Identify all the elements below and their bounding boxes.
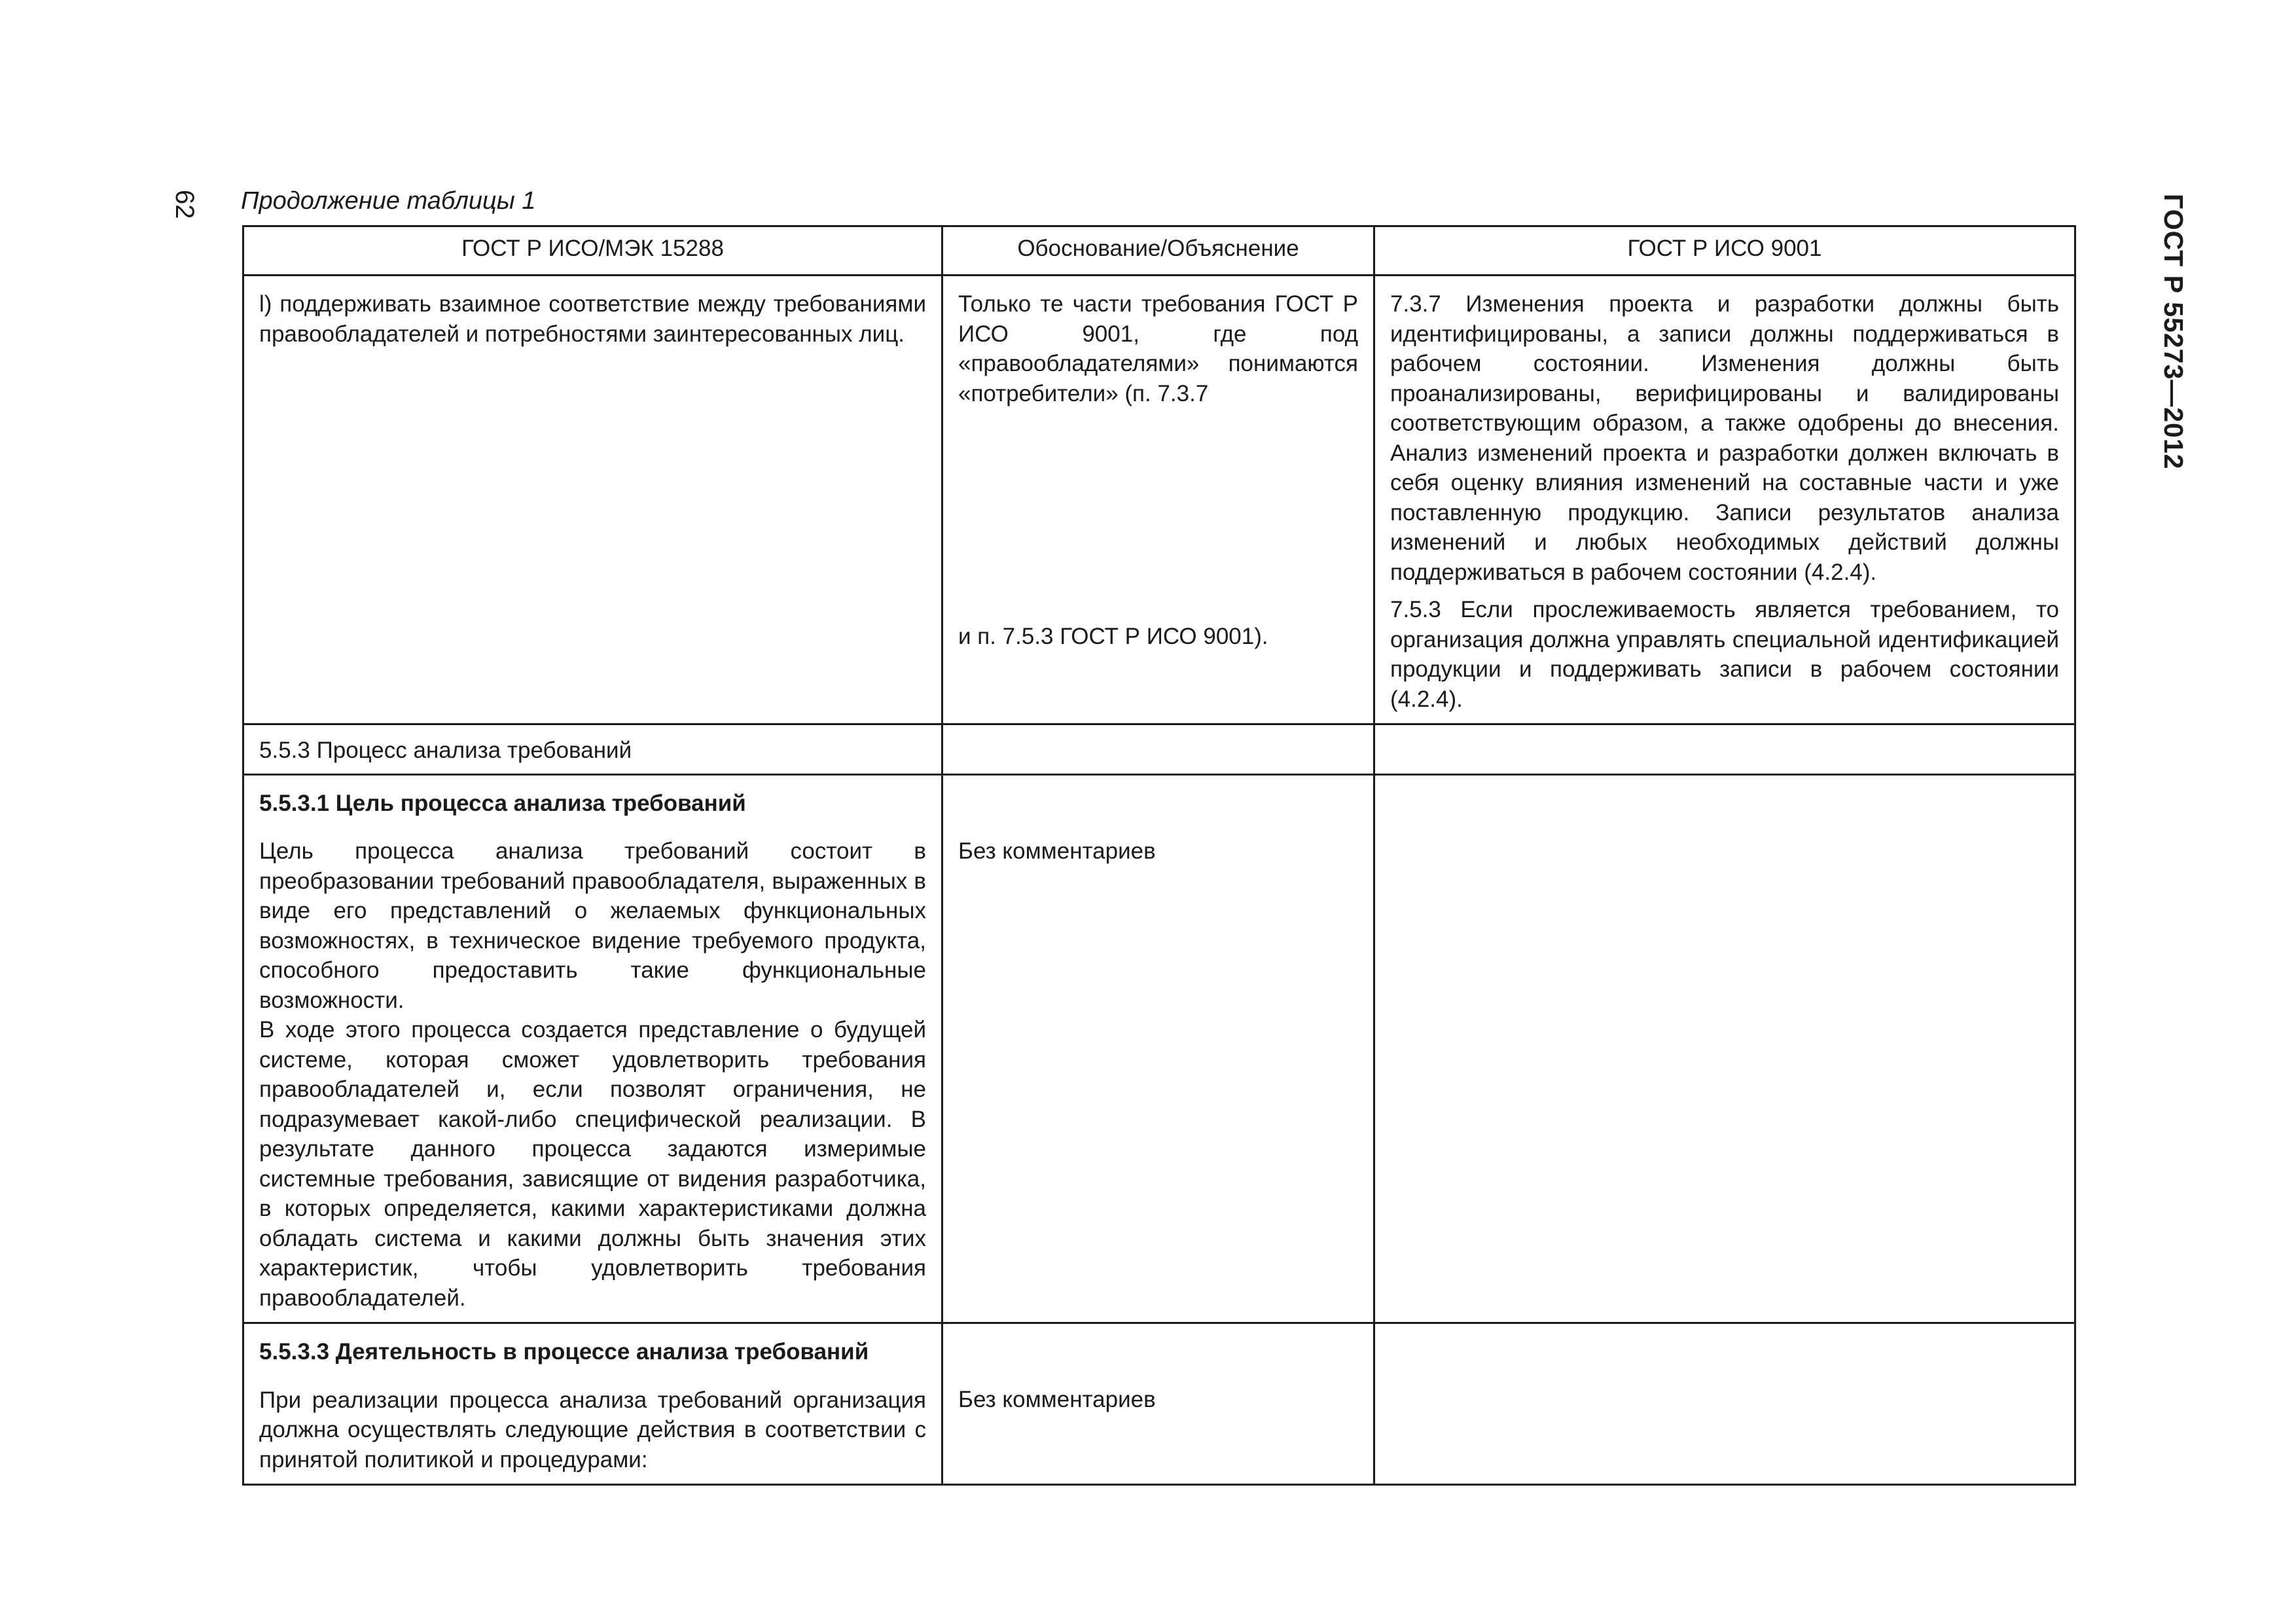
row4-col3 — [1374, 1323, 2075, 1485]
header-justification: Обоснование/Объяснение — [942, 226, 1374, 276]
row3-col2 — [942, 774, 1374, 1323]
row1-col2-text-b: и п. 7.5.3 ГОСТ Р ИСО 9001). — [958, 624, 1268, 649]
row3-paragraph-2: В ходе этого процесса создается представление о будущей системе, которая сможет удовлетворить требования правообладателей и, если позволят ограничения, не подразумевает какой-либо специфической реализации. В результате данного процесса задаются измеримые системные требования, зависящие от видения разработчика, в которых определяется, какими характеристиками должна обладать система и какими должны быть значения этих характеристик, чтобы удовлетворить требования правообладателей. — [259, 1017, 926, 1311]
row3-comment: Без комментариев — [958, 838, 1156, 864]
row4-paragraph-1: При реализации процесса анализа требований организация должна осуществлять следующие действия в соответствии с принятой политикой и процедурами: — [259, 1387, 926, 1472]
row4-comment: Без комментариев — [958, 1387, 1156, 1412]
row4-col1 — [243, 1323, 942, 1485]
table-row — [243, 276, 2075, 724]
row2-col2 — [942, 724, 1374, 775]
section-heading-5-5-3: 5.5.3 Процесс анализа требований — [243, 724, 942, 775]
row1-col2-text-a: Только те части требования ГОСТ Р ИСО 9001, где под «правообладателями» понимаются «потребители» (п. 7.3.7 — [958, 291, 1358, 406]
row4-col2 — [942, 1323, 1374, 1485]
page-number: 62 — [170, 190, 199, 219]
row1-col3 — [1374, 276, 2075, 724]
table-caption: Продолжение таблицы 1 — [241, 187, 536, 215]
header-gost-9001: ГОСТ Р ИСО 9001 — [1374, 226, 2075, 276]
table-row — [243, 774, 2075, 1323]
section-heading-5-5-3-3: 5.5.3.3 Деятельность в процессе анализа требований — [259, 1339, 869, 1364]
table-row — [243, 1323, 2075, 1485]
requirements-table — [242, 225, 2076, 1486]
row2-col3 — [1374, 724, 2075, 775]
table-row — [243, 724, 2075, 775]
row3-col1 — [243, 774, 942, 1323]
row1-col1 — [243, 276, 942, 724]
row1-col2 — [942, 276, 1374, 724]
row3-col3 — [1374, 774, 2075, 1323]
header-gost-15288: ГОСТ Р ИСО/МЭК 15288 — [243, 226, 942, 276]
row3-paragraph-1: Цель процесса анализа требований состоит в преобразовании требований правообладателя, выраженных в виде его представлений о желаемых функциональных возможностях, в техническое видение требуемого продукта, способного предоставить такие функциональные возможности. — [259, 838, 926, 1013]
row1-col3-text-b: 7.5.3 Если прослеживаемость является требованием, то организация должна управлять специальной идентификацией продукции и поддерживать записи в рабочем состоянии (4.2.4). — [1390, 597, 2059, 712]
table-header-row — [243, 226, 2075, 276]
row1-col3-text-a: 7.3.7 Изменения проекта и разработки должны быть идентифицированы, а записи должны поддерживаться в рабочем состоянии. Изменения должны быть проанализированы, верифицированы и валидированы соответствующим образом, а также одобрены до внесения. Анализ изменений проекта и разработки должен включать в себя оценку влияния изменений на составные части и уже поставленную продукцию. Записи результатов анализа изменений и любых необходимых действий должны поддерживаться в рабочем состоянии (4.2.4). — [1390, 291, 2059, 585]
row1-col1-text: l) поддерживать взаимное соответствие между требованиями правообладателей и потребностями заинтересованных лиц. — [259, 291, 926, 347]
document-id: ГОСТ Р 55273—2012 — [2159, 194, 2189, 470]
section-heading-5-5-3-1: 5.5.3.1 Цель процесса анализа требований — [259, 790, 746, 816]
